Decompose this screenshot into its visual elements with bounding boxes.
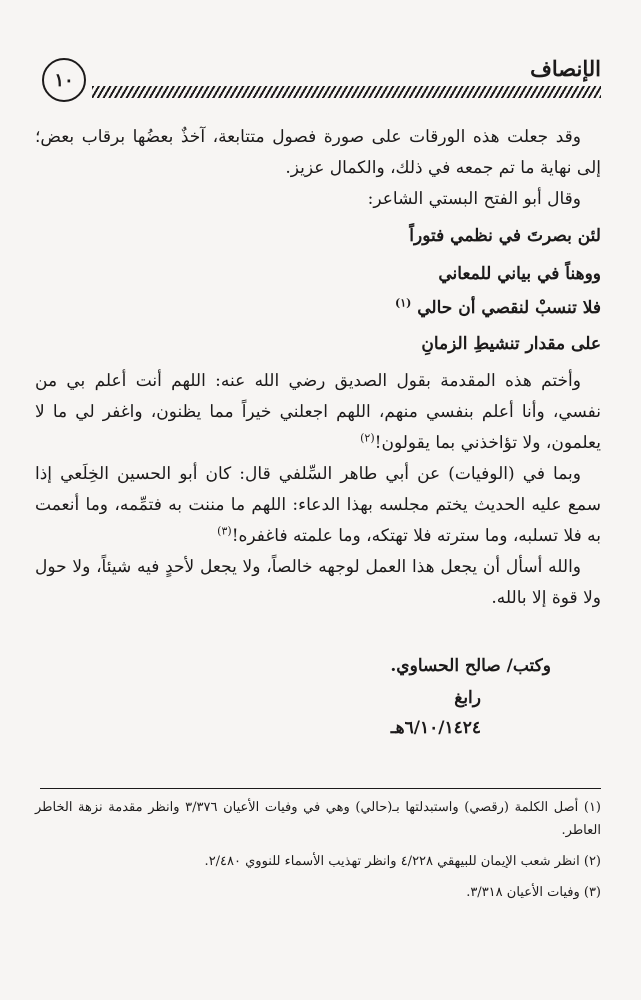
footnote-2: (٢) انظر شعب الإيمان للبيهقي ٤/٢٢٨ وانظر تهذيب الأسماء للنووي ٢/٤٨٠. [204,854,601,869]
footnote-separator [40,788,601,789]
footnote-ref-2: (٢) [360,431,375,445]
footnotes [35,796,601,912]
verse-1-first-hemistich: لئن بصرتَ في نظمي فتوراً [409,226,601,246]
paragraph-4 [35,459,601,552]
paragraph-2: وقال أبو الفتح البستي الشاعر: [367,189,581,209]
footnote-ref-1: (١) [394,296,412,310]
paragraph-3 [35,366,601,459]
opening-paragraphs [35,122,601,215]
verse-2-first-text: فلا تنسبْ لنقصي أن حالي [417,298,601,318]
footnote-1: (١) أصل الكلمة (رقصي) واستبدلتها بـ(حالي) وهي في وفيات الأعيان ٣/٣٧٦ وانظر مقدمة نزهة الخاطر العاطر. [35,800,601,838]
signature-place: رابغ [454,688,481,708]
closing-paragraphs [35,366,601,614]
signature-author: وكتب/ صالح الحساوي. [390,656,551,676]
paragraph-1: وقد جعلت هذه الورقات على صورة فصول متتابعة، آخذٌ بعضُها برقاب بعض؛ إلى نهاية ما تم جمعه في ذلك، والكمال عزيز. [35,127,601,178]
paragraph-4-text: وبما في (الوفيات) عن أبي طاهر السِّلفي قال: كان أبو الحسين الخِلَعي إذا سمع عليه الحديث يختم مجلسه بهذا الدعاء: اللهم ما مننت به فتمِّمه، وما أنعمت به فلا تسلبه، وما سترته فلا تهتكه، وما علمته فاغفره! [35,464,601,546]
page-number: ١٠ [42,58,86,102]
verse-2-second-hemistich: على مقدار تنشيطِ الزمانِ [421,334,601,354]
verse-1-second-hemistich: ووهناً في بياني للمعاني [438,264,601,284]
running-title: الإنصاف [530,56,601,81]
paragraph-5: والله أسأل أن يجعل هذا العمل لوجهه خالصاً، ولا يجعل لأحدٍ فيه شيئاً، ولا حول ولا قوة إلا بالله. [35,557,601,608]
header-hatched-rule [92,86,601,98]
signature-date: ٦/١٠/١٤٢٤هـ [390,718,481,738]
footnote-ref-3: (٣) [217,524,232,538]
paragraph-3-text: وأختم هذه المقدمة بقول الصديق رضي الله عنه: اللهم أنت أعلم بي من نفسي، وأنا أعلم بنفسي منهم، اللهم اجعلني خيراً مما يظنون، واغفر لي ما لا يعلمون، ولا تؤاخذني بما يقولون! [35,371,601,453]
footnote-3: (٣) وفيات الأعيان ٣/٣١٨. [466,885,601,900]
verse-2-first-hemistich [395,298,601,318]
